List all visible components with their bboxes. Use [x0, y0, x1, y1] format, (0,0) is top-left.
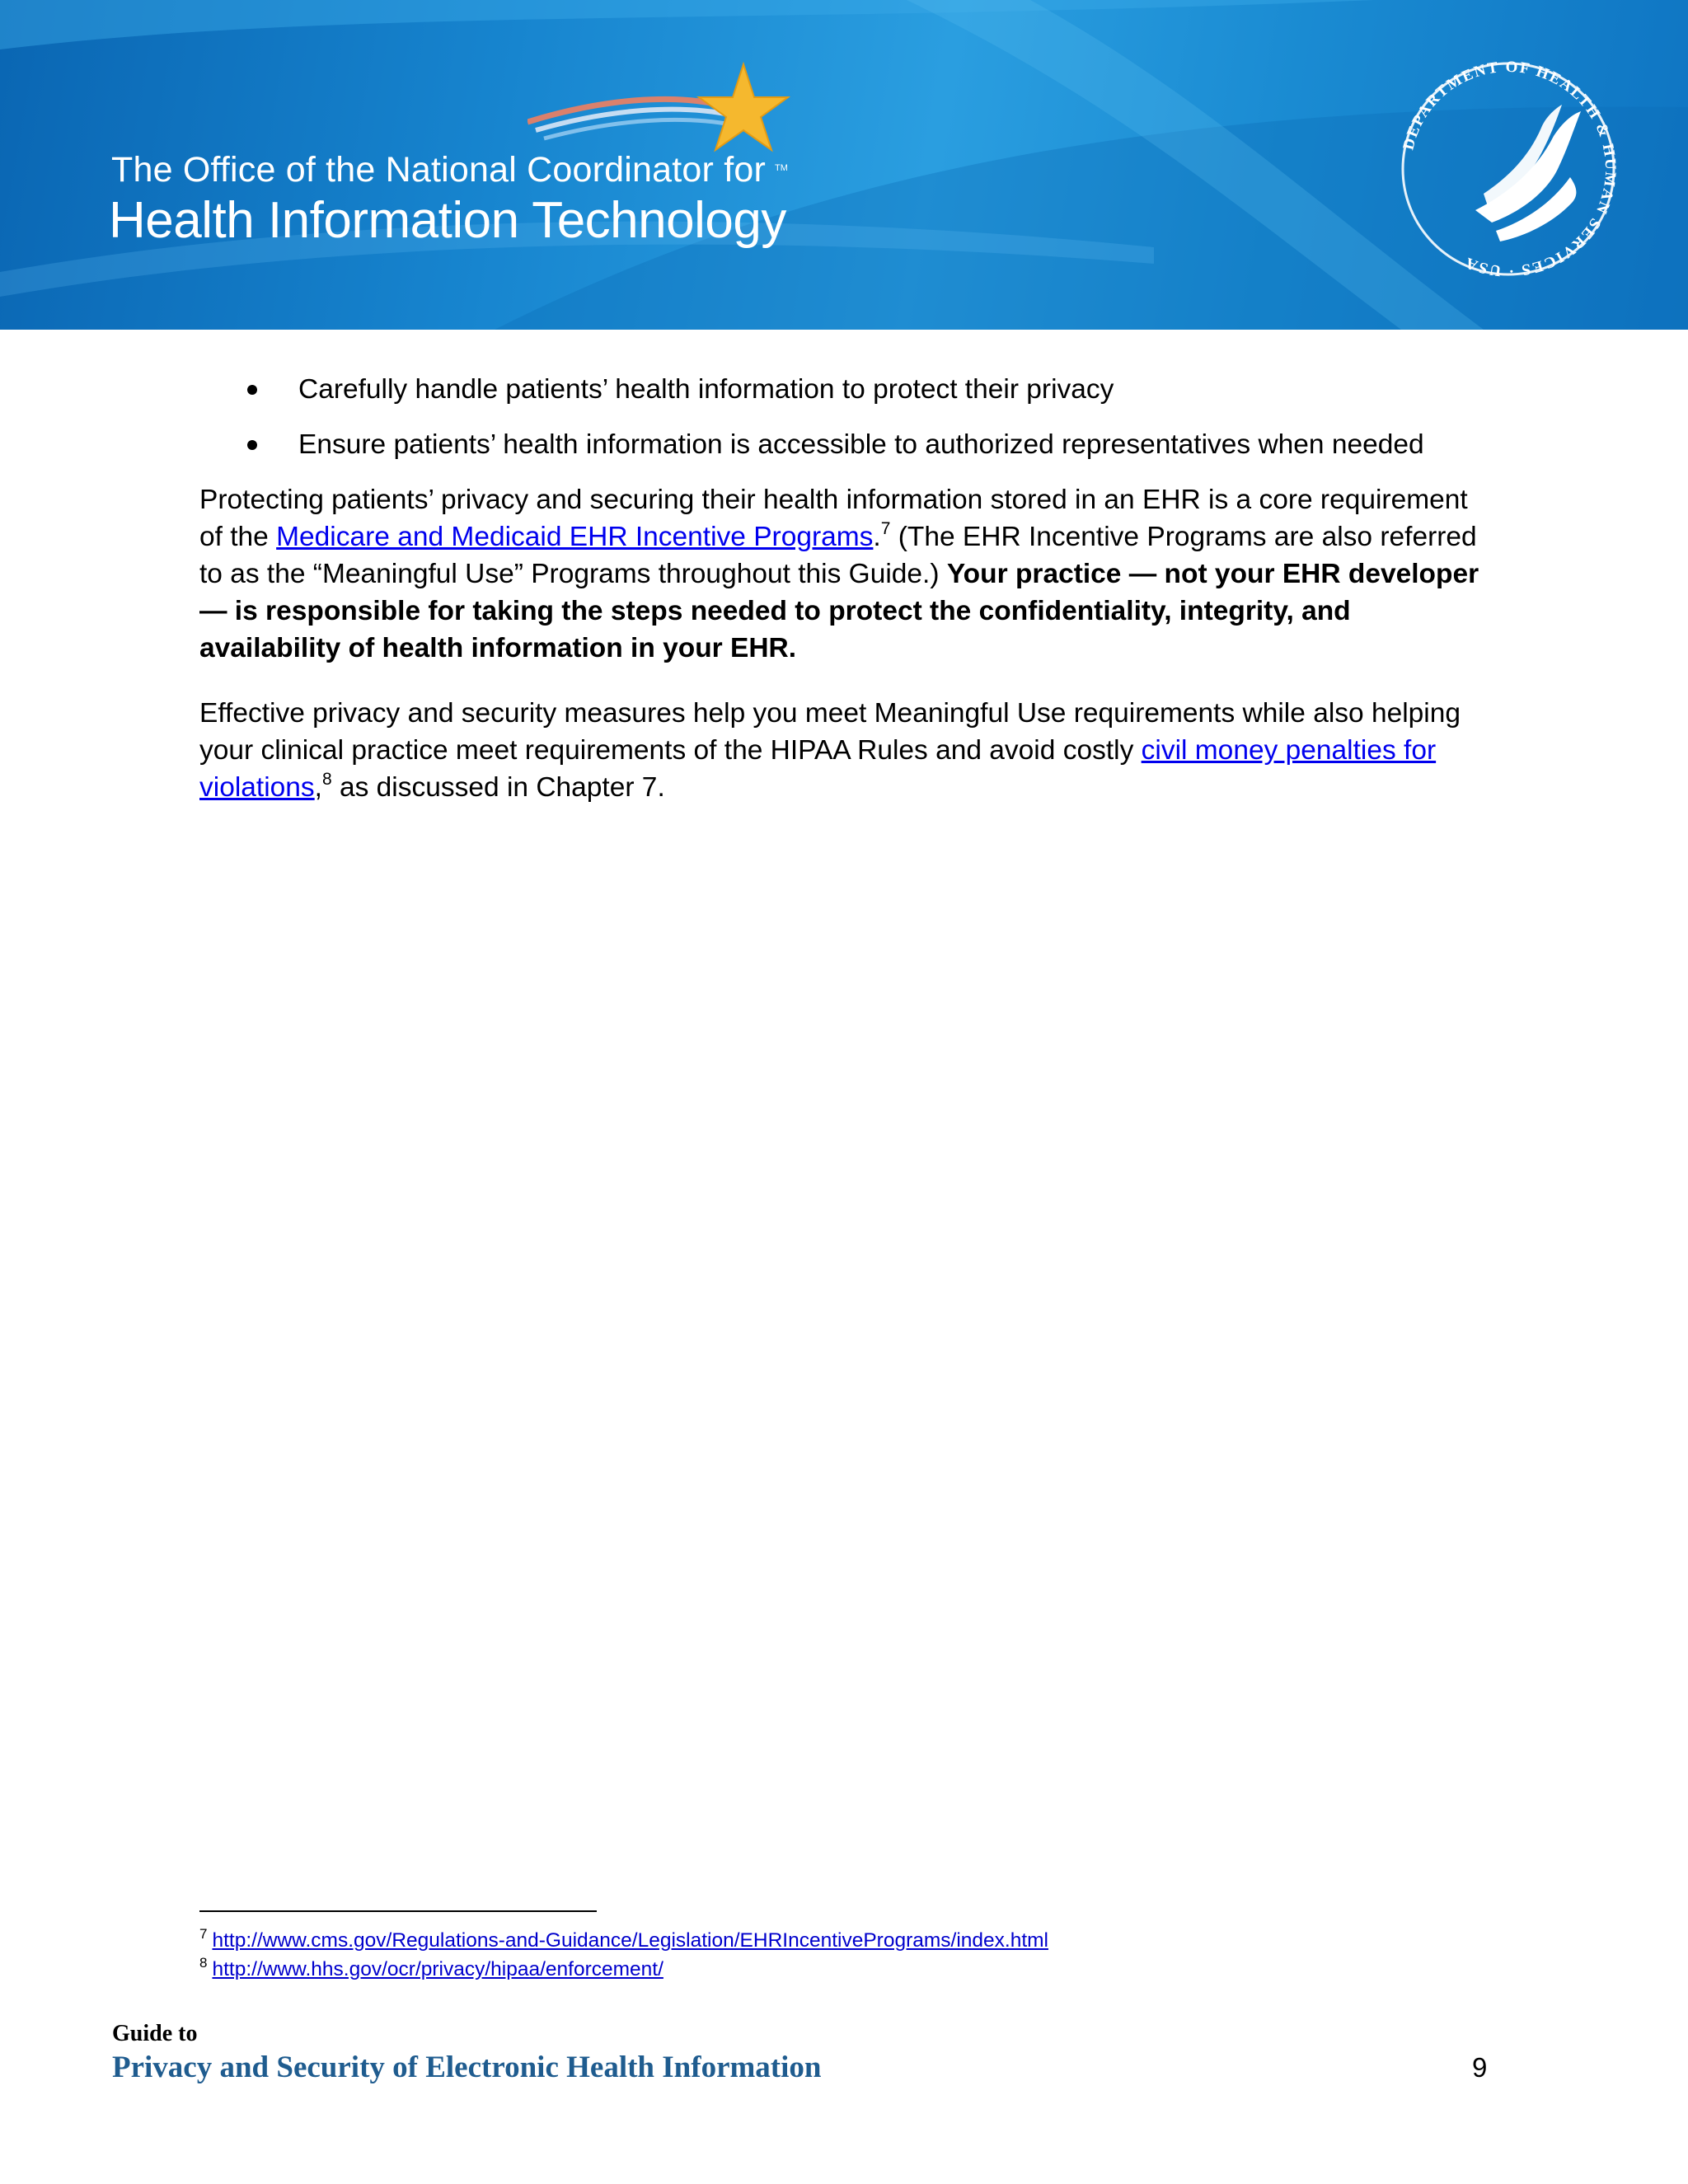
- svg-text:DEPARTMENT OF HEALTH & HUMAN S: DEPARTMENT OF HEALTH & HUMAN SERVICES · USA: [1400, 58, 1620, 280]
- para-text: Protecting patients’ privacy and securing their health information stored in an EHR is a core requirement of the: [199, 485, 1468, 552]
- trademark-mark: TM: [775, 163, 788, 173]
- footnote-item: [199, 1955, 1048, 1984]
- para-text: (The EHR Incentive Programs are also referred to as the “Meaningful Use” Programs throughout this Guide.): [199, 522, 1477, 589]
- bullet-dot: [247, 440, 257, 450]
- footnote-ref-7: 7: [880, 519, 891, 538]
- footnote-link[interactable]: http://www.hhs.gov/ocr/privacy/hipaa/enforcement/: [212, 1958, 663, 1980]
- hhs-seal-logo: [1385, 45, 1632, 293]
- para-text: ,: [314, 772, 322, 803]
- bold-responsibility-statement: Your practice — not your EHR developer — is responsible for taking the steps needed to protect the confidentiality, integrity, and availability of health information in your EHR.: [199, 559, 1479, 663]
- para-text: .: [873, 522, 881, 552]
- bullet-item: [199, 371, 1493, 408]
- org-name-line2: Health Information Technology: [109, 192, 786, 249]
- civil-money-penalties-link[interactable]: civil money penalties for violations: [199, 735, 1437, 803]
- para-text: Effective privacy and security measures help you meet Meaningful Use requirements while also helping your clinical practice meet requirements of the HIPAA Rules and avoid costly: [199, 698, 1461, 766]
- paragraph-privacy-requirement: [199, 481, 1493, 667]
- bullet-dot: [247, 385, 257, 395]
- ehr-incentive-programs-link[interactable]: Medicare and Medicaid EHR Incentive Programs: [276, 522, 874, 552]
- header-banner: [0, 0, 1688, 330]
- footnote-number: 8: [199, 1955, 208, 1971]
- main-content: [199, 371, 1493, 834]
- footer-guide-to: Guide to: [112, 2021, 198, 2046]
- footer-document-title: Privacy and Security of Electronic Health Information: [112, 2050, 822, 2084]
- footnote-link[interactable]: http://www.cms.gov/Regulations-and-Guidance/Legislation/EHRIncentivePrograms/index.html: [212, 1929, 1048, 1952]
- page-number: 9: [1472, 2052, 1488, 2083]
- footnote-ref-8: 8: [321, 770, 332, 789]
- paragraph-security-measures: [199, 695, 1493, 806]
- footnote-item: [199, 1926, 1048, 1955]
- footnotes: [199, 1926, 1048, 1984]
- bullet-text: Carefully handle patients’ health information to protect their privacy: [298, 374, 1114, 405]
- bullet-text: Ensure patients’ health information is accessible to authorized representatives when needed: [298, 429, 1424, 460]
- org-name-line1: The Office of the National Coordinator for: [111, 150, 766, 190]
- para-text: as discussed in Chapter 7.: [331, 772, 665, 803]
- footnote-number: 7: [199, 1926, 208, 1942]
- bullet-item: [199, 426, 1493, 463]
- footnote-divider: [199, 1910, 597, 1912]
